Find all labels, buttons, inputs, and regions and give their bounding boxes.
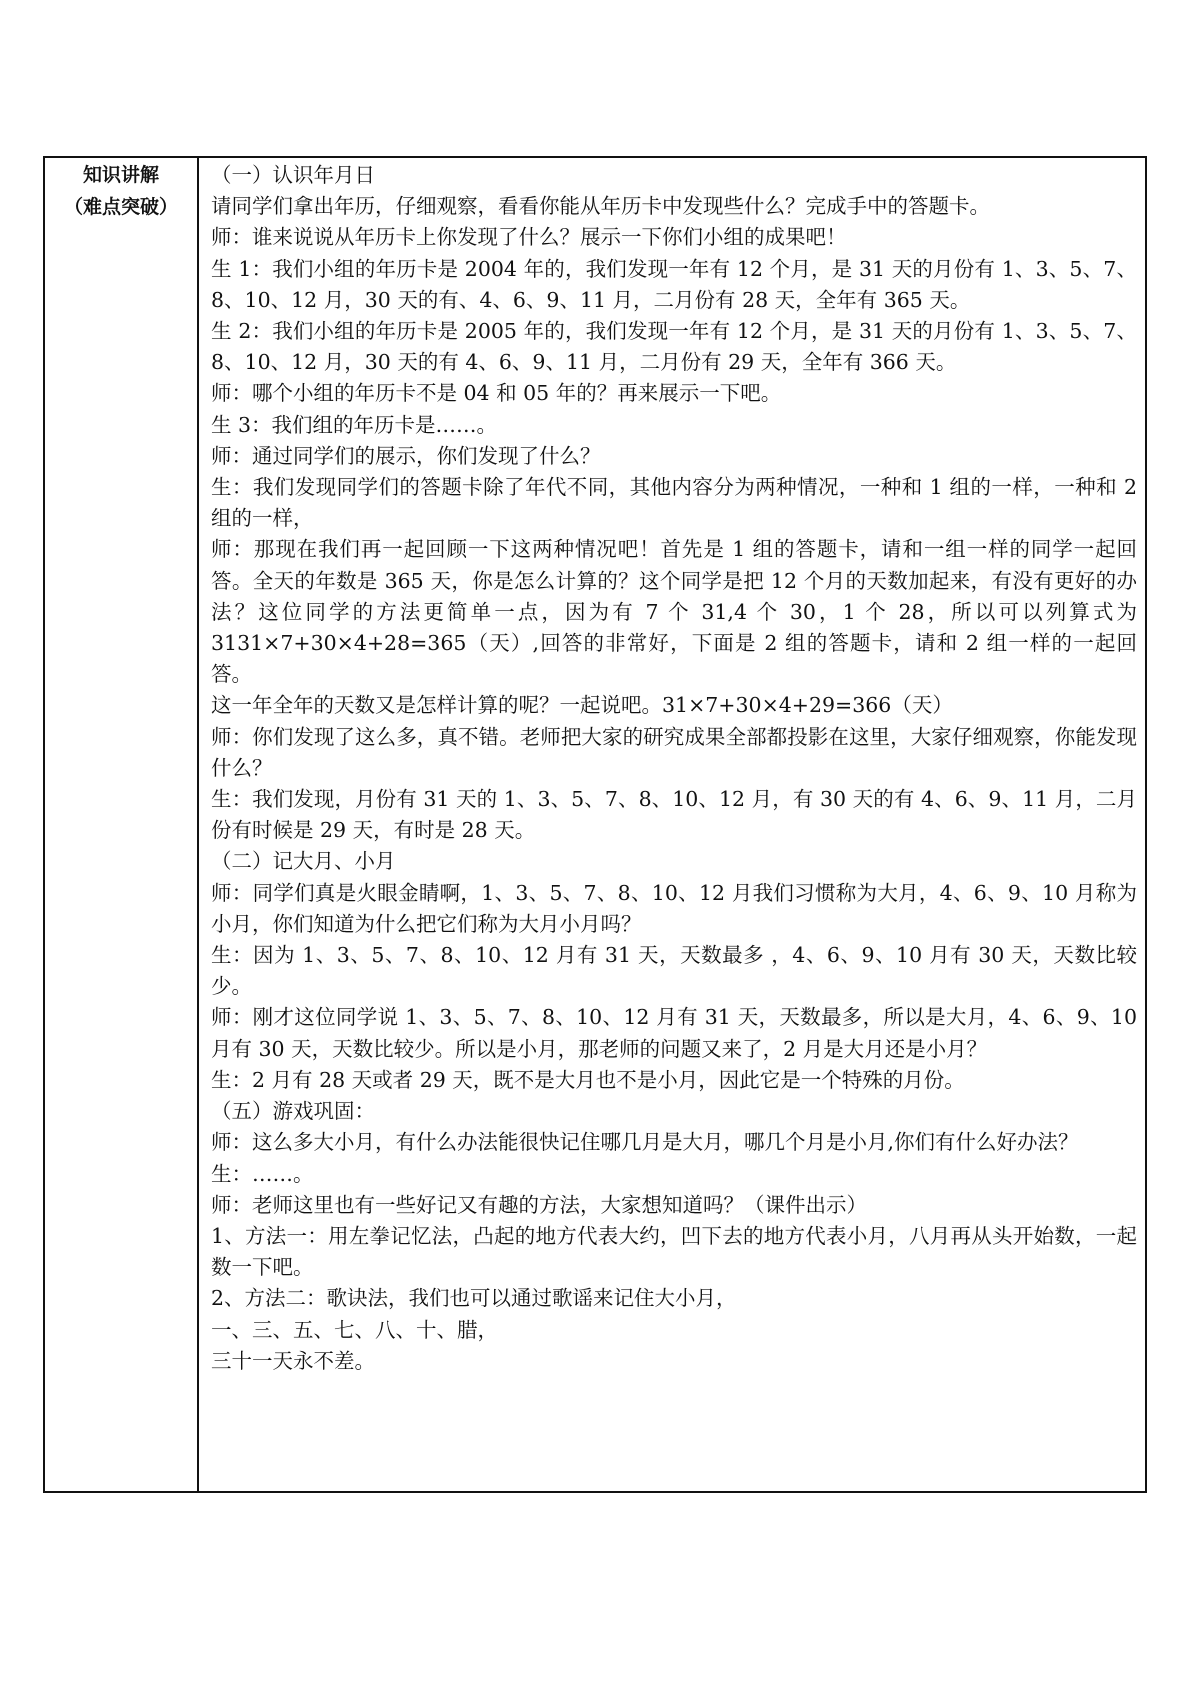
paragraph-heading-2: （二）记大月、小月 bbox=[211, 849, 396, 874]
paragraph: 生 1：我们小组的年历卡是 2004 年的，我们发现一年有 12 个月，是 31 天的月份有 1、3、5、7、8、10、12 月，30 天的有、4、6、9、11 月，二月份有 28 天，全年有 365 天。 bbox=[211, 256, 1137, 312]
lesson-plan-sheet bbox=[43, 156, 1147, 1493]
paragraph: 生：……。 bbox=[211, 1161, 314, 1186]
table-row bbox=[44, 157, 1146, 1492]
section-label-line-1: 知识讲解 bbox=[82, 164, 159, 186]
paragraph: 生 2：我们小组的年历卡是 2005 年的，我们发现一年有 12 个月，是 31 天的月份有 1、3、5、7、8、10、12 月，30 天的有 4、6、9、11 月，二月份有 29 天，全年有 366 天。 bbox=[211, 319, 1137, 375]
paragraph: 这一年全年的天数又是怎样计算的呢？一起说吧。31×7+30×4+29=366（天） bbox=[211, 693, 953, 718]
paragraph: 师：哪个小组的年历卡不是 04 和 05 年的？再来展示一下吧。 bbox=[211, 381, 782, 406]
paragraph: 生：2 月有 28 天或者 29 天，既不是大月也不是小月，因此它是一个特殊的月份。 bbox=[211, 1067, 965, 1092]
paragraph: 师：这么多大小月，有什么办法能很快记住哪几月是大月，哪几个月是小月,你们有什么好办法？ bbox=[211, 1130, 1079, 1155]
section-label-line-2: （难点突破） bbox=[63, 196, 178, 218]
section-content bbox=[199, 158, 1145, 1377]
paragraph: 师：老师这里也有一些好记又有趣的方法，大家想知道吗？（课件出示） bbox=[211, 1192, 867, 1217]
paragraph-heading-1: （一）认识年月日 bbox=[211, 163, 375, 187]
paragraph: 师：你们发现了这么多，真不错。老师把大家的研究成果全部都投影在这里，大家仔细观察，你能发现什么？ bbox=[211, 724, 1137, 780]
section-content-cell bbox=[198, 157, 1146, 1492]
section-label-cell bbox=[44, 157, 198, 1492]
paragraph: 师：刚才这位同学说 1、3、5、7、8、10、12 月有 31 天，天数最多，所以是大月，4、6、9、10 月有 30 天，天数比较少。所以是小月，那老师的问题又来了，2 月是大月还是小月？ bbox=[211, 1005, 1137, 1061]
paragraph: 师：同学们真是火眼金睛啊，1、3、5、7、8、10、12 月我们习惯称为大月，4、6、9、10 月称为小月，你们知道为什么把它们称为大月小月吗？ bbox=[211, 880, 1137, 936]
paragraph: 师：那现在我们再一起回顾一下这两种情况吧！首先是 1 组的答题卡，请和一组一样的同学一起回答。全天的年数是 365 天，你是怎么计算的？这个同学是把 12 个月的天数加起来，有没有更好的办法？这位同学的方法更简单一点，因为有 7 个 31,4 个 30，1 个 28，所以可以列算式为 3131×7+30×4+28=365（天）,回答的非常好，下面是 2 组的答题卡，请和 2 组一样的一起回答。 bbox=[211, 537, 1137, 687]
paragraph: 师：通过同学们的展示，你们发现了什么？ bbox=[211, 443, 601, 468]
paragraph: 2、方法二：歌诀法，我们也可以通过歌谣来记住大小月， bbox=[211, 1286, 737, 1311]
paragraph: 师：谁来说说从年历卡上你发现了什么？展示一下你们小组的成果吧！ bbox=[211, 225, 847, 250]
paragraph: 生：因为 1、3、5、7、8、10、12 月有 31 天，天数最多 ，4、6、9、10 月有 30 天，天数比较少。 bbox=[211, 943, 1137, 999]
rhyme-line: 一、三、五、七、八、十、腊， bbox=[211, 1317, 498, 1342]
paragraph: 生：我们发现，月份有 31 天的 1、3、5、7、8、10、12 月，有 30 天的有 4、6、9、11 月，二月份有时候是 29 天，有时是 28 天。 bbox=[211, 787, 1137, 843]
paragraph: 1、方法一：用左拳记忆法，凸起的地方代表大约，凹下去的地方代表小月，八月再从头开始数，一起数一下吧。 bbox=[211, 1223, 1137, 1280]
paragraph: 生 3：我们组的年历卡是……。 bbox=[211, 412, 498, 437]
paragraph-heading-5: （五）游戏巩固： bbox=[211, 1099, 375, 1124]
paragraph: 请同学们拿出年历，仔细观察，看看你能从年历卡中发现些什么？完成手中的答题卡。 bbox=[211, 194, 990, 219]
paragraph: 生：我们发现同学们的答题卡除了年代不同，其他内容分为两种情况，一种和 1 组的一样，一种和 2 组的一样， bbox=[211, 475, 1137, 531]
rhyme-line: 三十一天永不差。 bbox=[211, 1348, 375, 1373]
lesson-table bbox=[43, 156, 1147, 1493]
